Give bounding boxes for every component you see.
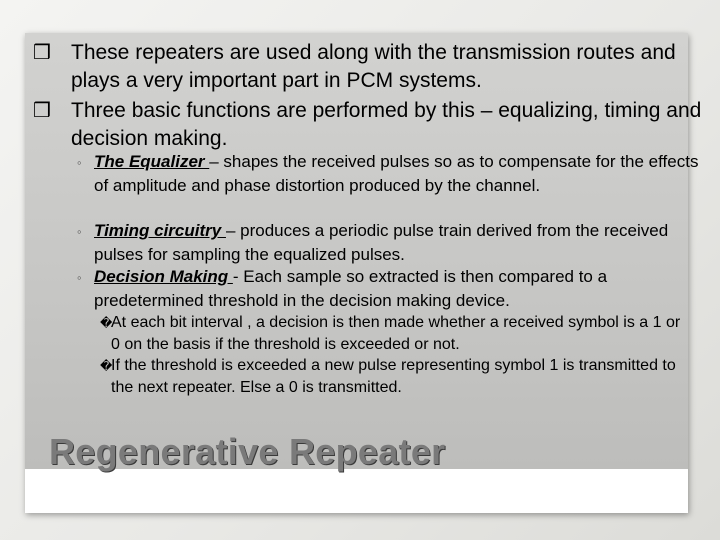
circle-bullet-icon: ◦	[77, 155, 82, 170]
slide-title: Regenerative Repeater	[49, 431, 446, 472]
subsubbullet-text: If the threshold is exceeded a new pulse representing symbol 1 is transmitted to the next repeater. Else a 0 is transmitted.	[111, 357, 676, 396]
subbullet-term: Timing circuitry	[94, 221, 226, 240]
replacement-char-bullet-icon: �	[100, 316, 113, 330]
bullet-item	[33, 97, 720, 152]
square-bullet-icon: ❒	[33, 100, 51, 122]
subbullet-text: – shapes the received pulses so as to compensate for the effects of amplitude and phase distortion produced by the channel.	[94, 152, 699, 195]
content-area	[25, 33, 702, 472]
circle-bullet-icon: ◦	[77, 270, 82, 285]
bullet-item	[33, 39, 720, 94]
subbullet-term: Decision Making	[94, 267, 233, 286]
circle-bullet-icon: ◦	[77, 224, 82, 239]
subbullet-term: The Equalizer	[94, 152, 210, 171]
bullet-text: Three basic functions are performed by this – equalizing, timing and decision making.	[71, 99, 702, 150]
subbullet-item	[77, 265, 704, 312]
subbullet-item	[77, 219, 704, 266]
subbullet-item	[77, 150, 704, 197]
bullet-text: These repeaters are used along with the transmission routes and plays a very important part in PCM systems.	[71, 41, 676, 92]
subsubbullet-text: At each bit interval , a decision is then made whether a received symbol is a 1 or 0 on the basis if the threshold is exceeded or not.	[111, 314, 681, 353]
slide-panel	[25, 33, 702, 513]
subsubbullet-item	[100, 312, 691, 355]
subbullet-text: - Each sample so extracted is then compared to a predetermined threshold in the decision making device.	[94, 267, 608, 310]
subbullet-text: – produces a periodic pulse train derived from the received pulses for sampling the equalized pulses.	[94, 221, 669, 264]
square-bullet-icon: ❒	[33, 42, 51, 64]
replacement-char-bullet-icon: �	[100, 359, 113, 373]
subsubbullet-item	[100, 355, 691, 398]
